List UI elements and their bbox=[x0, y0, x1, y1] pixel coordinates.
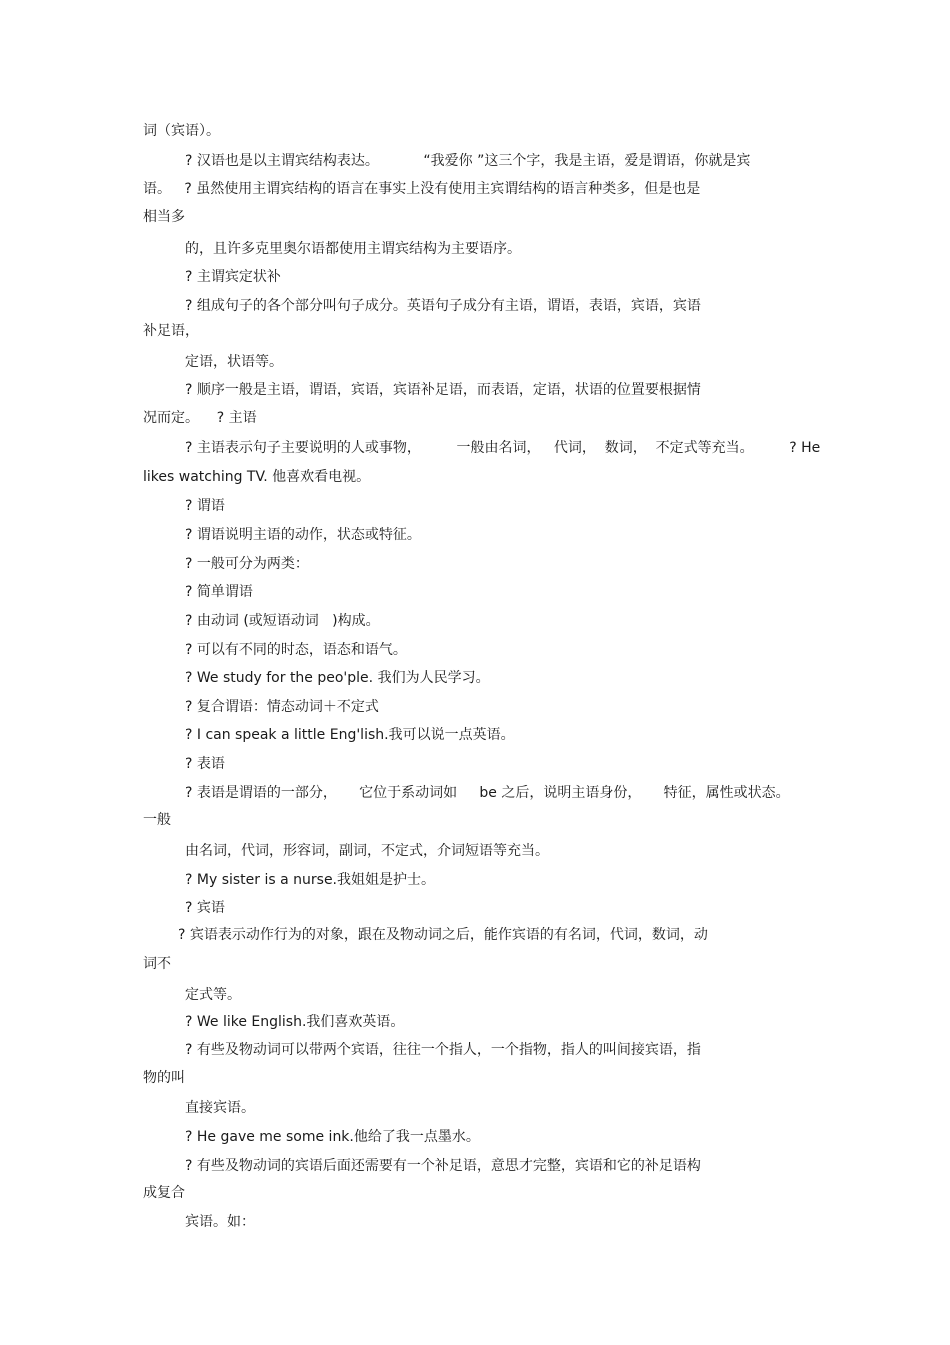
text-line: ? 组成句子的各个部分叫句子成分。英语句子成分有主语，谓语，表语，宾语，宾语 bbox=[185, 298, 701, 314]
text-line: ? 表语是谓语的一部分， 它位于系动词如 be 之后，说明主语身份， 特征，属性或状态。 bbox=[185, 785, 790, 801]
text-line: ? He gave me some ink.他给了我一点墨水。 bbox=[185, 1129, 480, 1145]
text-line: ? 有些及物动词可以带两个宾语，往往一个指人，一个指物，指人的叫间接宾语，指 bbox=[185, 1042, 701, 1058]
text-line: ? We like English.我们喜欢英语。 bbox=[185, 1014, 405, 1030]
text-line: ? 宾语表示动作行为的对象，跟在及物动词之后，能作宾语的有名词，代词，数词，动 bbox=[178, 927, 708, 943]
text-line: 定式等。 bbox=[185, 987, 241, 1003]
text-line: ? 可以有不同的时态，语态和语气。 bbox=[185, 642, 407, 658]
text-line: 况而定。 ? 主语 bbox=[143, 410, 257, 426]
text-line: ? 由动词 (或短语动词 )构成。 bbox=[185, 613, 380, 629]
text-line: ? 顺序一般是主语，谓语，宾语，宾语补足语，而表语，定语，状语的位置要根据情 bbox=[185, 382, 701, 398]
text-line: ? 简单谓语 bbox=[185, 584, 253, 600]
text-line: ? 一般可分为两类： bbox=[185, 556, 309, 572]
text-line: ? 复合谓语：情态动词＋不定式 bbox=[185, 699, 379, 715]
text-line: 语。 ? 虽然使用主谓宾结构的语言在事实上没有使用主宾谓结构的语言种类多，但是也是 bbox=[143, 181, 701, 197]
text-line: 一般 bbox=[143, 812, 171, 828]
text-line: ? 主语表示句子主要说明的人或事物， 一般由名词， 代词， 数词， 不定式等充当。 ? He bbox=[185, 440, 821, 456]
text-line: ? 汉语也是以主谓宾结构表达。 “我爱你 ”这三个字，我是主语，爱是谓语，你就是宾 bbox=[185, 153, 751, 169]
text-line: ? 表语 bbox=[185, 756, 225, 772]
text-line: ? 谓语说明主语的动作，状态或特征。 bbox=[185, 527, 421, 543]
text-line: 直接宾语。 bbox=[185, 1100, 255, 1116]
text-line: 由名词，代词，形容词，副词，不定式，介词短语等充当。 bbox=[185, 843, 549, 859]
text-line: 补足语， bbox=[143, 323, 199, 339]
text-line: 词（宾语）。 bbox=[143, 123, 220, 139]
text-line: ? 主谓宾定状补 bbox=[185, 269, 281, 285]
text-line: 定语，状语等。 bbox=[185, 354, 283, 370]
text-line: 词不 bbox=[143, 956, 171, 972]
text-line: ? 谓语 bbox=[185, 498, 225, 514]
text-line: ? I can speak a little Eng'lish.我可以说一点英语。 bbox=[185, 727, 515, 743]
text-line: ? 宾语 bbox=[185, 900, 225, 916]
text-line: likes watching TV. 他喜欢看电视。 bbox=[143, 469, 371, 485]
text-line: ? 有些及物动词的宾语后面还需要有一个补足语，意思才完整，宾语和它的补足语构 bbox=[185, 1158, 701, 1174]
text-line: 的，且许多克里奥尔语都使用主谓宾结构为主要语序。 bbox=[185, 241, 521, 257]
text-line: 相当多 bbox=[143, 209, 185, 225]
text-line: ? We study for the peo'ple. 我们为人民学习。 bbox=[185, 670, 490, 686]
text-line: ? My sister is a nurse.我姐姐是护士。 bbox=[185, 872, 436, 888]
text-line: 宾语。如： bbox=[185, 1214, 255, 1230]
text-line: 成复合 bbox=[143, 1185, 185, 1201]
text-line: 物的叫 bbox=[143, 1070, 185, 1086]
